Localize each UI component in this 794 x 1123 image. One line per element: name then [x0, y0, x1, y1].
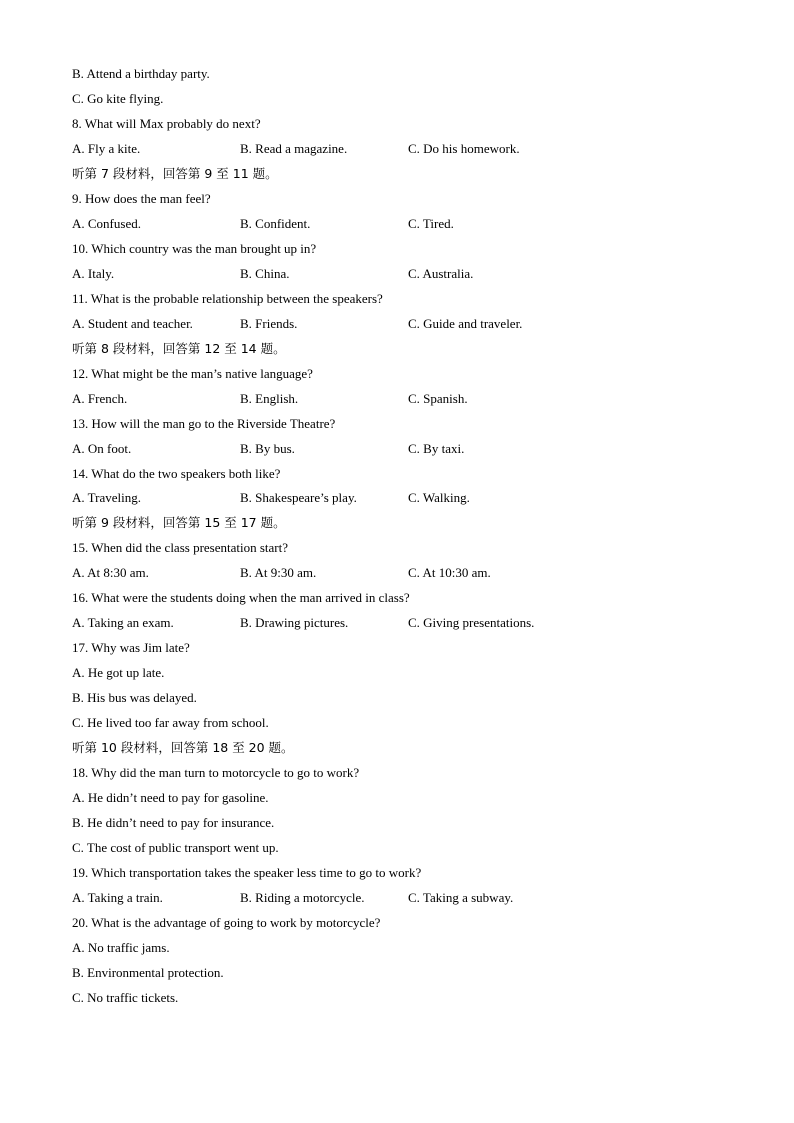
- answer-option-a: A. Student and teacher.: [72, 315, 193, 331]
- question-line: C. The cost of public transport went up.: [72, 840, 279, 856]
- question-line: 10. Which country was the man brought up in?: [72, 240, 317, 256]
- answer-option-c: C. Guide and traveler.: [408, 315, 523, 331]
- answer-option-a: A. At 8:30 am.: [72, 565, 149, 581]
- answer-option-c: C. Tired.: [408, 215, 454, 231]
- answer-options-row: [72, 262, 732, 287]
- question-line: 8. What will Max probably do next?: [72, 115, 261, 131]
- question-line: B. He didn’t need to pay for insurance.: [72, 815, 275, 831]
- answer-option-a: A. Traveling.: [72, 490, 141, 506]
- answer-option-b: B. Drawing pictures.: [240, 615, 349, 631]
- question-line: C. Go kite flying.: [72, 90, 164, 106]
- answer-options-row: [72, 486, 732, 511]
- answer-option-b: B. Confident.: [240, 215, 311, 231]
- question-line: B. Attend a birthday party.: [72, 66, 210, 81]
- answer-option-a: A. Taking an exam.: [72, 615, 174, 631]
- section-instruction: 听第 9 段材料，回答第 15 至 17 题。: [72, 515, 286, 531]
- question-line: A. He got up late.: [72, 665, 165, 681]
- answer-option-b: B. English.: [240, 390, 299, 406]
- question-line: A. He didn’t need to pay for gasoline.: [72, 790, 269, 806]
- answer-option-c: C. Giving presentations.: [408, 615, 535, 631]
- answer-option-a: A. French.: [72, 390, 128, 406]
- answer-option-c: C. Australia.: [408, 265, 474, 281]
- question-line: 13. How will the man go to the Riverside Theatre?: [72, 415, 336, 431]
- section-instruction: 听第 10 段材料，回答第 18 至 20 题。: [72, 740, 294, 756]
- answer-options-row: [72, 212, 732, 237]
- exam-page: [72, 62, 732, 1011]
- answer-option-c: C. Walking.: [408, 490, 470, 506]
- question-line: 11. What is the probable relationship between the speakers?: [72, 290, 383, 306]
- question-line: 9. How does the man feel?: [72, 190, 211, 206]
- answer-option-b: B. Riding a motorcycle.: [240, 889, 365, 905]
- question-line: 15. When did the class presentation start?: [72, 540, 289, 556]
- question-line: 16. What were the students doing when the man arrived in class?: [72, 590, 410, 606]
- question-line: 14. What do the two speakers both like?: [72, 465, 281, 481]
- answer-option-b: B. China.: [240, 265, 290, 281]
- question-line: C. No traffic tickets.: [72, 989, 179, 1005]
- question-line: 20. What is the advantage of going to work by motorcycle?: [72, 914, 381, 930]
- answer-option-b: B. Shakespeare’s play.: [240, 490, 357, 506]
- answer-options-row: [72, 611, 732, 636]
- question-line: 19. Which transportation takes the speaker less time to go to work?: [72, 865, 422, 880]
- answer-option-b: B. By bus.: [240, 440, 295, 456]
- answer-option-b: B. Read a magazine.: [240, 140, 348, 156]
- answer-option-c: C. Spanish.: [408, 390, 468, 406]
- answer-option-a: A. Italy.: [72, 265, 115, 281]
- section-instruction: 听第 8 段材料，回答第 12 至 14 题。: [72, 340, 286, 356]
- answer-option-c: C. Do his homework.: [408, 140, 520, 156]
- answer-options-row: [72, 387, 732, 412]
- question-line: B. His bus was delayed.: [72, 690, 197, 706]
- question-line: 18. Why did the man turn to motorcycle to go to work?: [72, 765, 360, 781]
- question-line: A. No traffic jams.: [72, 939, 170, 955]
- answer-option-a: A. Taking a train.: [72, 889, 163, 905]
- answer-options-row: [72, 137, 732, 162]
- answer-option-a: A. Confused.: [72, 215, 141, 231]
- answer-option-c: C. At 10:30 am.: [408, 565, 491, 581]
- answer-option-a: A. Fly a kite.: [72, 140, 141, 156]
- answer-option-b: B. Friends.: [240, 315, 298, 331]
- answer-option-c: C. By taxi.: [408, 440, 465, 456]
- question-line: 17. Why was Jim late?: [72, 640, 190, 656]
- section-instruction: 听第 7 段材料，回答第 9 至 11 题。: [72, 165, 278, 181]
- answer-option-c: C. Taking a subway.: [408, 889, 514, 905]
- answer-options-row: [72, 312, 732, 337]
- answer-options-row: [72, 437, 732, 462]
- answer-options-row: [72, 561, 732, 586]
- question-line: C. He lived too far away from school.: [72, 715, 269, 731]
- answer-option-b: B. At 9:30 am.: [240, 565, 317, 581]
- answer-option-a: A. On foot.: [72, 440, 132, 456]
- answer-options-row: [72, 886, 732, 911]
- question-line: 12. What might be the man’s native language?: [72, 365, 313, 381]
- question-line: B. Environmental protection.: [72, 964, 224, 980]
